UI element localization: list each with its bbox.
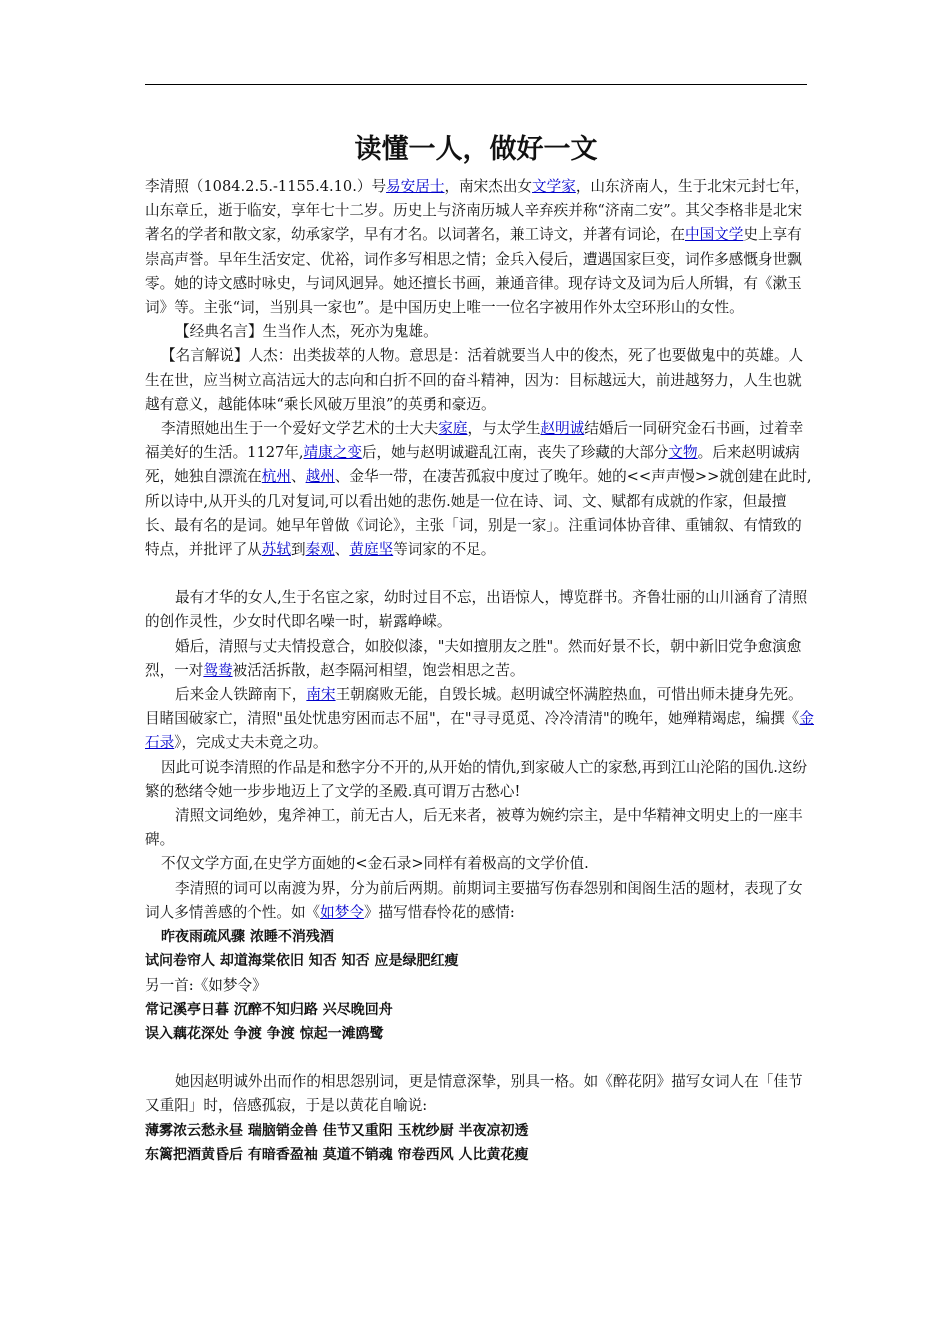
text: 、 — [290, 468, 306, 486]
text: 结婚后一同研究金石书画，过着幸福美好的生活。1127年, — [145, 420, 804, 462]
text: 后，她与赵明诚避乱江南，丧失了珍藏的大部分 — [361, 444, 669, 462]
paragraph-legacy: 清照文词绝妙，鬼斧神工，前无古人，后无来者，被尊为婉约宗主，是中华精神文明史上的一座丰碑。 — [145, 807, 803, 849]
poem-note: 另一首:《如梦令》 — [145, 976, 267, 994]
spacer — [145, 562, 815, 586]
text: 。后来赵明诚病死，她独自漂流在 — [145, 444, 800, 486]
text: 、 — [334, 541, 350, 559]
paragraph-quote: 【经典名言】生当作人杰，死亦为鬼雄。 — [175, 323, 438, 341]
poem-line: 常记溪亭日暮 沉醉不知归路 兴尽晚回舟 — [145, 1001, 393, 1018]
link-yuezhou[interactable]: 越州 — [305, 468, 335, 486]
text: 李清照（1084.2.5.-1155.4.10.）号 — [145, 178, 387, 195]
poem-line: 误入藕花深处 争渡 争渡 惊起一滩鸥鹭 — [145, 1025, 384, 1042]
link-zhongguo-wenxue[interactable]: 中国文学 — [684, 226, 744, 244]
link-qin-guan[interactable]: 秦观 — [305, 541, 335, 559]
link-zhao-mingcheng[interactable]: 赵明诚 — [540, 420, 585, 438]
page-title: 读懂一人，做好一文 — [354, 134, 598, 165]
text: 史上享有崇高声誉。早年生活安定、优裕，词作多写相思之情；金兵入侵后，遭遇国家巨变，词作多感慨身世飘零。她的诗文感时咏史，与词风迥异。她还擅长书画，兼通音律。现存诗文及词为后人所辑，有《漱玉词》等。主张“词，当别具一家也”。是中国历史上唯一一位名字被用作外太空环形山的女性。 — [145, 226, 802, 317]
text: ，与太学生 — [467, 420, 541, 438]
poem-line: 东篱把酒黄昏后 有暗香盈袖 莫道不销魂 帘卷西风 人比黄花瘦 — [145, 1146, 529, 1163]
text: ，南宋杰出女 — [444, 178, 533, 195]
text: 被活活拆散，赵李隔河相望，饱尝相思之苦。 — [232, 661, 525, 679]
paragraph-periods — [145, 877, 815, 925]
link-jinshilu[interactable]: 金石录 — [145, 710, 814, 752]
spacer — [145, 1046, 815, 1070]
link-wenxuejia[interactable]: 文学家 — [532, 178, 576, 195]
text: 、金华一带，在凄苦孤寂中度过了晚年。她的<<声声慢>>就创建在此时,所以诗中,从开头的几对复词,可以看出她的悲伤.她是一位在诗、词、文、赋都有成就的作家，但最擅长、最有名的是词。她早年曾做《词论》，主张「词，别是一家」。注重词体协音律、重铺叙、有情致的特点，并批评了从 — [145, 468, 812, 559]
text: 李清照的词可以南渡为界，分为前后两期。前期词主要描写伤春怨别和闺阁生活的题材，表现了女词人多情善感的个性。如《 — [145, 879, 803, 921]
text: 等词家的不足。 — [393, 541, 496, 559]
link-su-shi[interactable]: 苏轼 — [261, 541, 291, 559]
link-jingkang[interactable]: 靖康之变 — [303, 444, 362, 462]
header-rule — [145, 84, 807, 85]
paragraph-history: 不仅文学方面,在史学方面她的<金石录>同样有着极高的文学价值. — [161, 855, 589, 873]
paragraph-biography — [145, 417, 815, 562]
text: 后来金人铁蹄南下， — [175, 686, 307, 704]
poem-line: 昨夜雨疏风骤 浓睡不消残酒 — [161, 929, 334, 946]
poem-line: 试问卷帘人 却道海棠依旧 知否 知否 应是绿肥红瘦 — [145, 953, 459, 970]
link-nansong[interactable]: 南宋 — [306, 686, 336, 704]
paragraph-talent: 最有才华的女人,生于名宦之家，幼时过目不忘，出语惊人，博览群书。齐鲁壮丽的山川涵育了清照的创作灵性，少女时代即名噪一时，崭露峥嵘。 — [145, 589, 808, 631]
link-jiating[interactable]: 家庭 — [438, 420, 468, 438]
article-body — [145, 175, 815, 1167]
link-huang-tingjian[interactable]: 黄庭坚 — [349, 541, 394, 559]
paragraph-sorrow: 因此可说李清照的作品是和愁字分不开的,从开始的情仇,到家破人亡的家愁,再到江山沦陷的国仇.这纷繁的愁绪令她一步步地迈上了文学的圣殿.真可谓万古愁心! — [145, 758, 808, 800]
link-wenwu[interactable]: 文物 — [668, 444, 698, 462]
paragraph-quote-explanation: 【名言解说】人杰：出类拔萃的人物。意思是：活着就要当人中的俊杰，死了也要做鬼中的英雄。人生在世，应当树立高洁远大的志向和白折不回的奋斗精神，因为：目标越远大，前进越努力，人生也就越有意义，越能体味“乘长风破万里浪”的英勇和豪迈。 — [145, 347, 804, 413]
link-yian-jushi[interactable]: 易安居士 — [386, 178, 445, 195]
paragraph-intro — [145, 175, 815, 320]
paragraph-marriage — [145, 635, 815, 683]
text: 婚后，清照与丈夫情投意合，如胶似漆，"夫如擅朋友之胜"。然而好景不长，朝中新旧党争愈演愈烈，一对 — [145, 637, 802, 679]
text: 李清照她出生于一个爱好文学艺术的士大夫 — [161, 420, 439, 438]
text: 》，完成丈夫未竟之功。 — [174, 734, 328, 752]
link-hangzhou[interactable]: 杭州 — [261, 468, 291, 486]
text: 》描写惜春怜花的感情: — [363, 903, 515, 921]
text: 到 — [290, 541, 306, 559]
poem-line: 薄雾浓云愁永昼 瑞脑销金兽 佳节又重阳 玉枕纱厨 半夜凉初透 — [145, 1122, 529, 1139]
text: ，山东济南人，生于北宋元封七年，山东章丘，逝于临安，享年七十二岁。历史上与济南历城人辛弃疾并称“济南二安”。其父李格非是北宋著名的学者和散文家，幼承家学，早有才名。以词著名，兼工诗文，并著有词论，在 — [145, 178, 810, 244]
text: 王朝腐败无能，自毁长城。赵明诚空怀满腔热血，可惜出师未捷身先死。目睹国破家亡，清照"虽处忧患穷困而志不屈"，在"寻寻觅觅、冷冷清清"的晚年，她殚精竭虑，编撰《 — [145, 686, 803, 728]
paragraph-zuihuayin: 她因赵明诚外出而作的相思怨别词，更是情意深挚，别具一格。如《醉花阴》描写女词人在「佳节又重阳」时，倍感孤寂，于是以黄花自喻说: — [145, 1073, 803, 1115]
paragraph-invasion — [145, 683, 815, 756]
link-yuanyang[interactable]: 鸳鸯 — [203, 661, 233, 679]
link-rumengling[interactable]: 如梦令 — [320, 903, 364, 921]
